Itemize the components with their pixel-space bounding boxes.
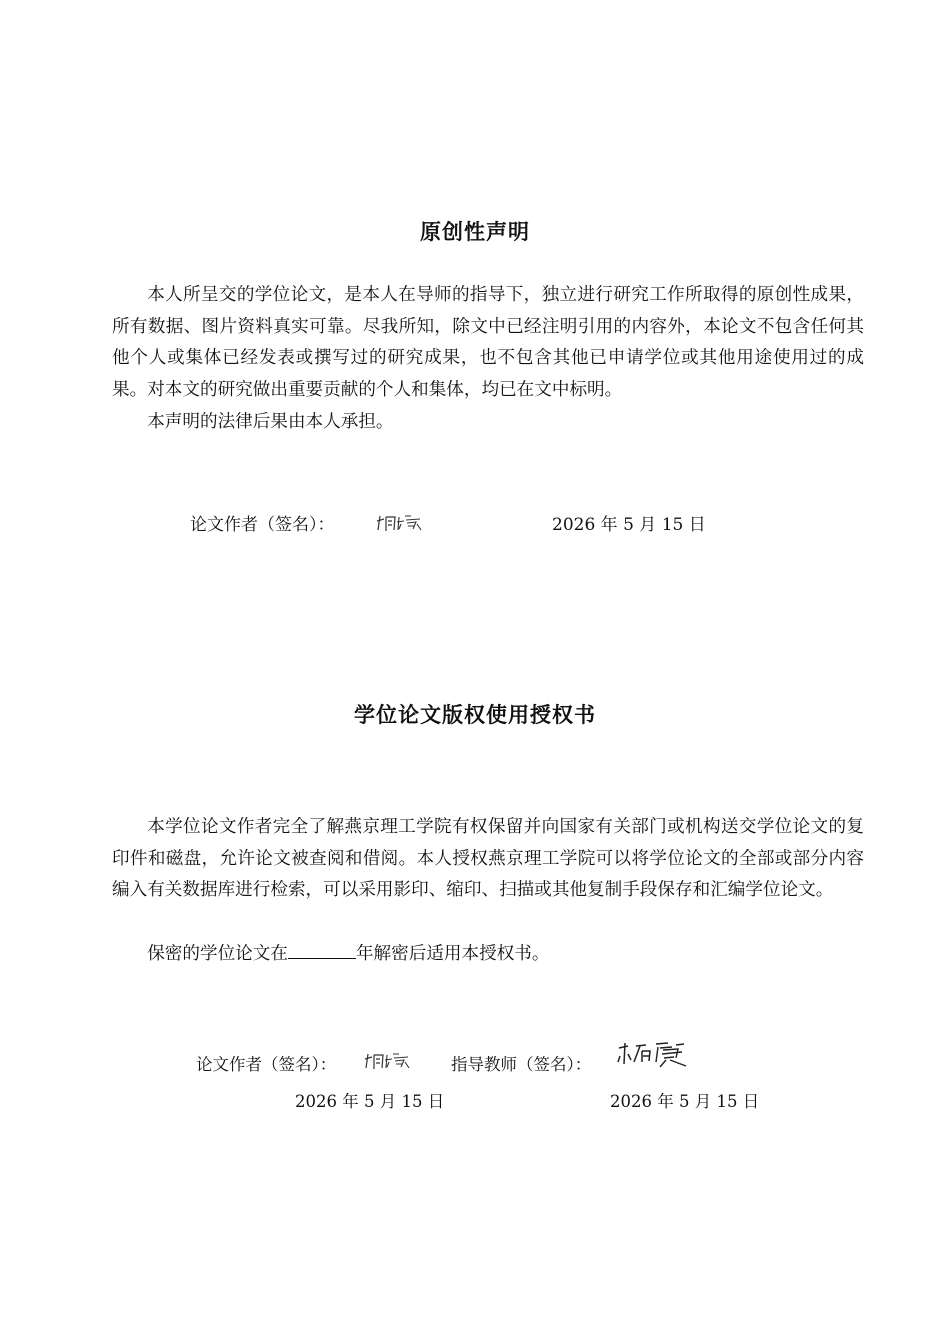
copyright-title: 学位论文版权使用授权书 bbox=[354, 703, 596, 727]
copyright-advisor-label: 指导教师（签名）： bbox=[451, 1055, 592, 1074]
copyright-advisor-date: 2026 年 5 月 15 日 bbox=[610, 1092, 760, 1111]
originality-paragraph-2: 本声明的法律后果由本人承担。 bbox=[147, 412, 394, 432]
originality-date: 2026 年 5 月 15 日 bbox=[552, 515, 706, 535]
copyright-paragraph-2-after: 年解密后适用本授权书。 bbox=[355, 944, 550, 964]
copyright-paragraph-2 bbox=[112, 939, 864, 971]
copyright-author-signature-image bbox=[364, 1050, 412, 1072]
originality-paragraph-1: 本人所呈交的学位论文，是本人在导师的指导下，独立进行研究工作所取得的原创性成果，所有数据、图片资料真实可靠。尽我所知，除文中已经注明引用的内容外，本论文不包含任何其他个人或集体已经发表或撰写过的研究成果，也不包含其他已申请学位或其他用途使用过的成果。对本文的研究做出重要贡献的个人和集体，均已在文中标明。 bbox=[112, 285, 864, 400]
copyright-author-label: 论文作者（签名）： bbox=[196, 1055, 337, 1074]
advisor-signature-image bbox=[616, 1040, 692, 1070]
year-blank-line bbox=[288, 944, 356, 959]
copyright-paragraph-2-before: 保密的学位论文在 bbox=[147, 944, 288, 964]
originality-title: 原创性声明 bbox=[420, 220, 530, 244]
originality-author-label: 论文作者（签名）： bbox=[190, 515, 335, 535]
copyright-author-date: 2026 年 5 月 15 日 bbox=[295, 1092, 445, 1111]
author-signature-image bbox=[376, 512, 424, 534]
copyright-paragraph-1: 本学位论文作者完全了解燕京理工学院有权保留并向国家有关部门或机构送交学位论文的复印件和磁盘，允许论文被查阅和借阅。本人授权燕京理工学院可以将学位论文的全部或部分内容编入有关数据库进行检索，可以采用影印、缩印、扫描或其他复制手段保存和汇编学位论文。 bbox=[112, 817, 864, 900]
